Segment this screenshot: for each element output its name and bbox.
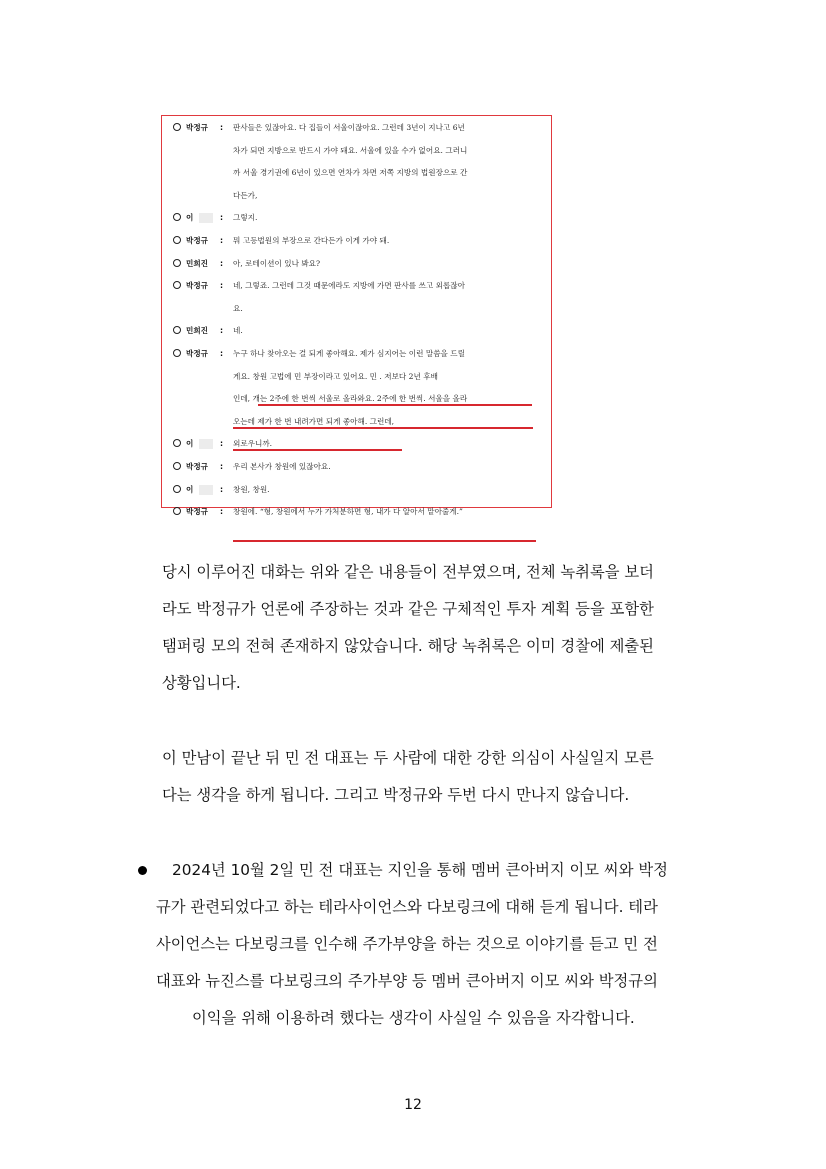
speech-text: 창원에. “형, 창원에서 누가 가처분하면 형, 내가 다 알아서 맡아줄게.”: [233, 507, 463, 517]
bullet-paragraph-line: 이익을 위해 이용하려 했다는 생각이 사실일 수 있음을 자각합니다.: [192, 1009, 635, 1027]
speaker-colon: :: [220, 236, 224, 245]
speech-text: 우리 본사가 창원에 있잖아요.: [233, 462, 331, 471]
transcript-line: [162, 483, 551, 497]
speech-text: 그렇지.: [233, 213, 258, 223]
speech-text: 누구 하나 찾아오는 걸 되게 좋아해요. 제가 심지어는 이런 말씀을 드릴: [233, 349, 465, 358]
speaker-name: 박정규: [186, 507, 209, 517]
transcript-line: [162, 257, 551, 271]
speaker-name: 이: [186, 484, 194, 494]
speech-text: 요.: [233, 303, 243, 313]
bullet-dot-icon: [138, 866, 147, 875]
speech-text: 뭐 고등법원의 부장으로 간다든가 이게 가야 돼.: [233, 236, 390, 245]
speaker-name: 박정규: [186, 236, 209, 245]
speaker-name: 박정규: [186, 462, 209, 471]
speech-text: 까 서울 경기권에 6년이 있으면 연차가 차면 저쪽 지방의 법원장으로 간: [233, 168, 468, 178]
speech-text: 아, 로테이션이 있나 봐요?: [233, 258, 321, 268]
speaker-colon: :: [220, 439, 224, 449]
speaker-colon: :: [220, 507, 224, 517]
bullet-paragraph-line: 규가 관련되었다고 하는 테라사이언스와 다보링크에 대해 듣게 됩니다. 테라: [156, 898, 658, 916]
transcript-line: [162, 505, 551, 519]
speaker-colon: :: [220, 123, 224, 132]
speech-text: 다든가,: [233, 190, 258, 200]
transcript-line: [162, 460, 551, 474]
transcript-line: [162, 234, 551, 248]
speaker-colon: :: [220, 349, 224, 358]
paragraph-1-line: 탬퍼링 모의 전혀 존재하지 않았습니다. 해당 녹취록은 이미 경찰에 제출된: [162, 637, 654, 655]
speaker-name: 박정규: [186, 349, 209, 358]
bullet-paragraph-line: 2024년 10월 2일 민 전 대표는 지인을 통해 멤버 큰아버지 이모 씨와 박정: [172, 861, 668, 879]
transcript-box: [161, 115, 552, 517]
speaker-name: 이: [186, 439, 194, 449]
speaker-colon: :: [220, 462, 224, 471]
speaker-colon: :: [220, 326, 224, 336]
transcript-line: [162, 211, 551, 225]
paragraph-2-line: 다는 생각을 하게 됩니다. 그리고 박정규와 두번 다시 만나지 않습니다.: [162, 786, 630, 804]
red-underline: [233, 427, 533, 429]
speaker-colon: :: [220, 281, 224, 291]
paragraph-1-line: 당시 이루어진 대화는 위와 같은 내용들이 전부였으며, 전체 녹취록을 보더: [162, 563, 654, 581]
transcript-line: [162, 166, 551, 180]
speaker-name: 이: [186, 213, 194, 223]
speaker-name: 민희진: [186, 326, 209, 336]
transcript-line: [162, 279, 551, 293]
red-underline: [233, 540, 536, 542]
speech-text: 게요. 창원 고법에 민 부장이라고 있어요. 민 . 저보다 2년 후배: [233, 371, 438, 381]
page-number: 12: [404, 1097, 422, 1113]
bullet-paragraph-line: 사이언스는 다보링크를 인수해 주가부양을 하는 것으로 이야기를 듣고 민 전: [156, 935, 658, 953]
bullet-paragraph-line: 대표와 뉴진스를 다보링크의 주가부양 등 멤버 큰아버지 이모 씨와 박정규의: [156, 972, 658, 990]
transcript-line: [162, 144, 551, 158]
transcript-line: [162, 121, 551, 135]
transcript-line: [162, 324, 551, 338]
speech-text: 네.: [233, 326, 243, 336]
transcript-line: [162, 370, 551, 384]
speech-text: 판사들은 있잖아요. 다 집들이 서울이잖아요. 그런데 3년이 지나고 6년: [233, 123, 465, 132]
red-underline: [258, 404, 532, 406]
red-underline: [233, 449, 402, 451]
speech-text: 인데, 개는 2주에 한 번씩 서울로 올라와요. 2주에 한 번씩. 서울을 올라: [233, 394, 468, 404]
paragraph-1-line: 라도 박정규가 언론에 주장하는 것과 같은 구체적인 투자 계획 등을 포함한: [162, 600, 654, 618]
transcript-line: [162, 189, 551, 203]
speech-text: 네, 그렇죠. 그런데 그것 때문에라도 지방에 가면 판사를 쓰고 외롭잖아: [233, 281, 465, 291]
speech-text: 차가 되면 지방으로 반드시 가야 돼요. 서울에 있을 수가 없어요. 그러니: [233, 145, 468, 155]
speaker-colon: :: [220, 213, 224, 223]
speaker-colon: :: [220, 258, 224, 268]
speech-text: 창원, 창원.: [233, 484, 270, 494]
speaker-name: 민희진: [186, 258, 209, 268]
paragraph-1-line: 상황입니다.: [162, 674, 241, 692]
paragraph-2-line: 이 만남이 끝난 뒤 민 전 대표는 두 사람에 대한 강한 의심이 사실일지 모른: [162, 749, 654, 767]
speaker-colon: :: [220, 484, 224, 494]
transcript-line: [162, 302, 551, 316]
speech-text: 오는데 제가 한 번 내려가면 되게 좋아해. 그런데,: [233, 416, 395, 426]
speaker-name: 박정규: [186, 123, 209, 132]
transcript-line: [162, 347, 551, 361]
speaker-name: 박정규: [186, 281, 209, 291]
speech-text: 외로우니까.: [233, 439, 273, 449]
